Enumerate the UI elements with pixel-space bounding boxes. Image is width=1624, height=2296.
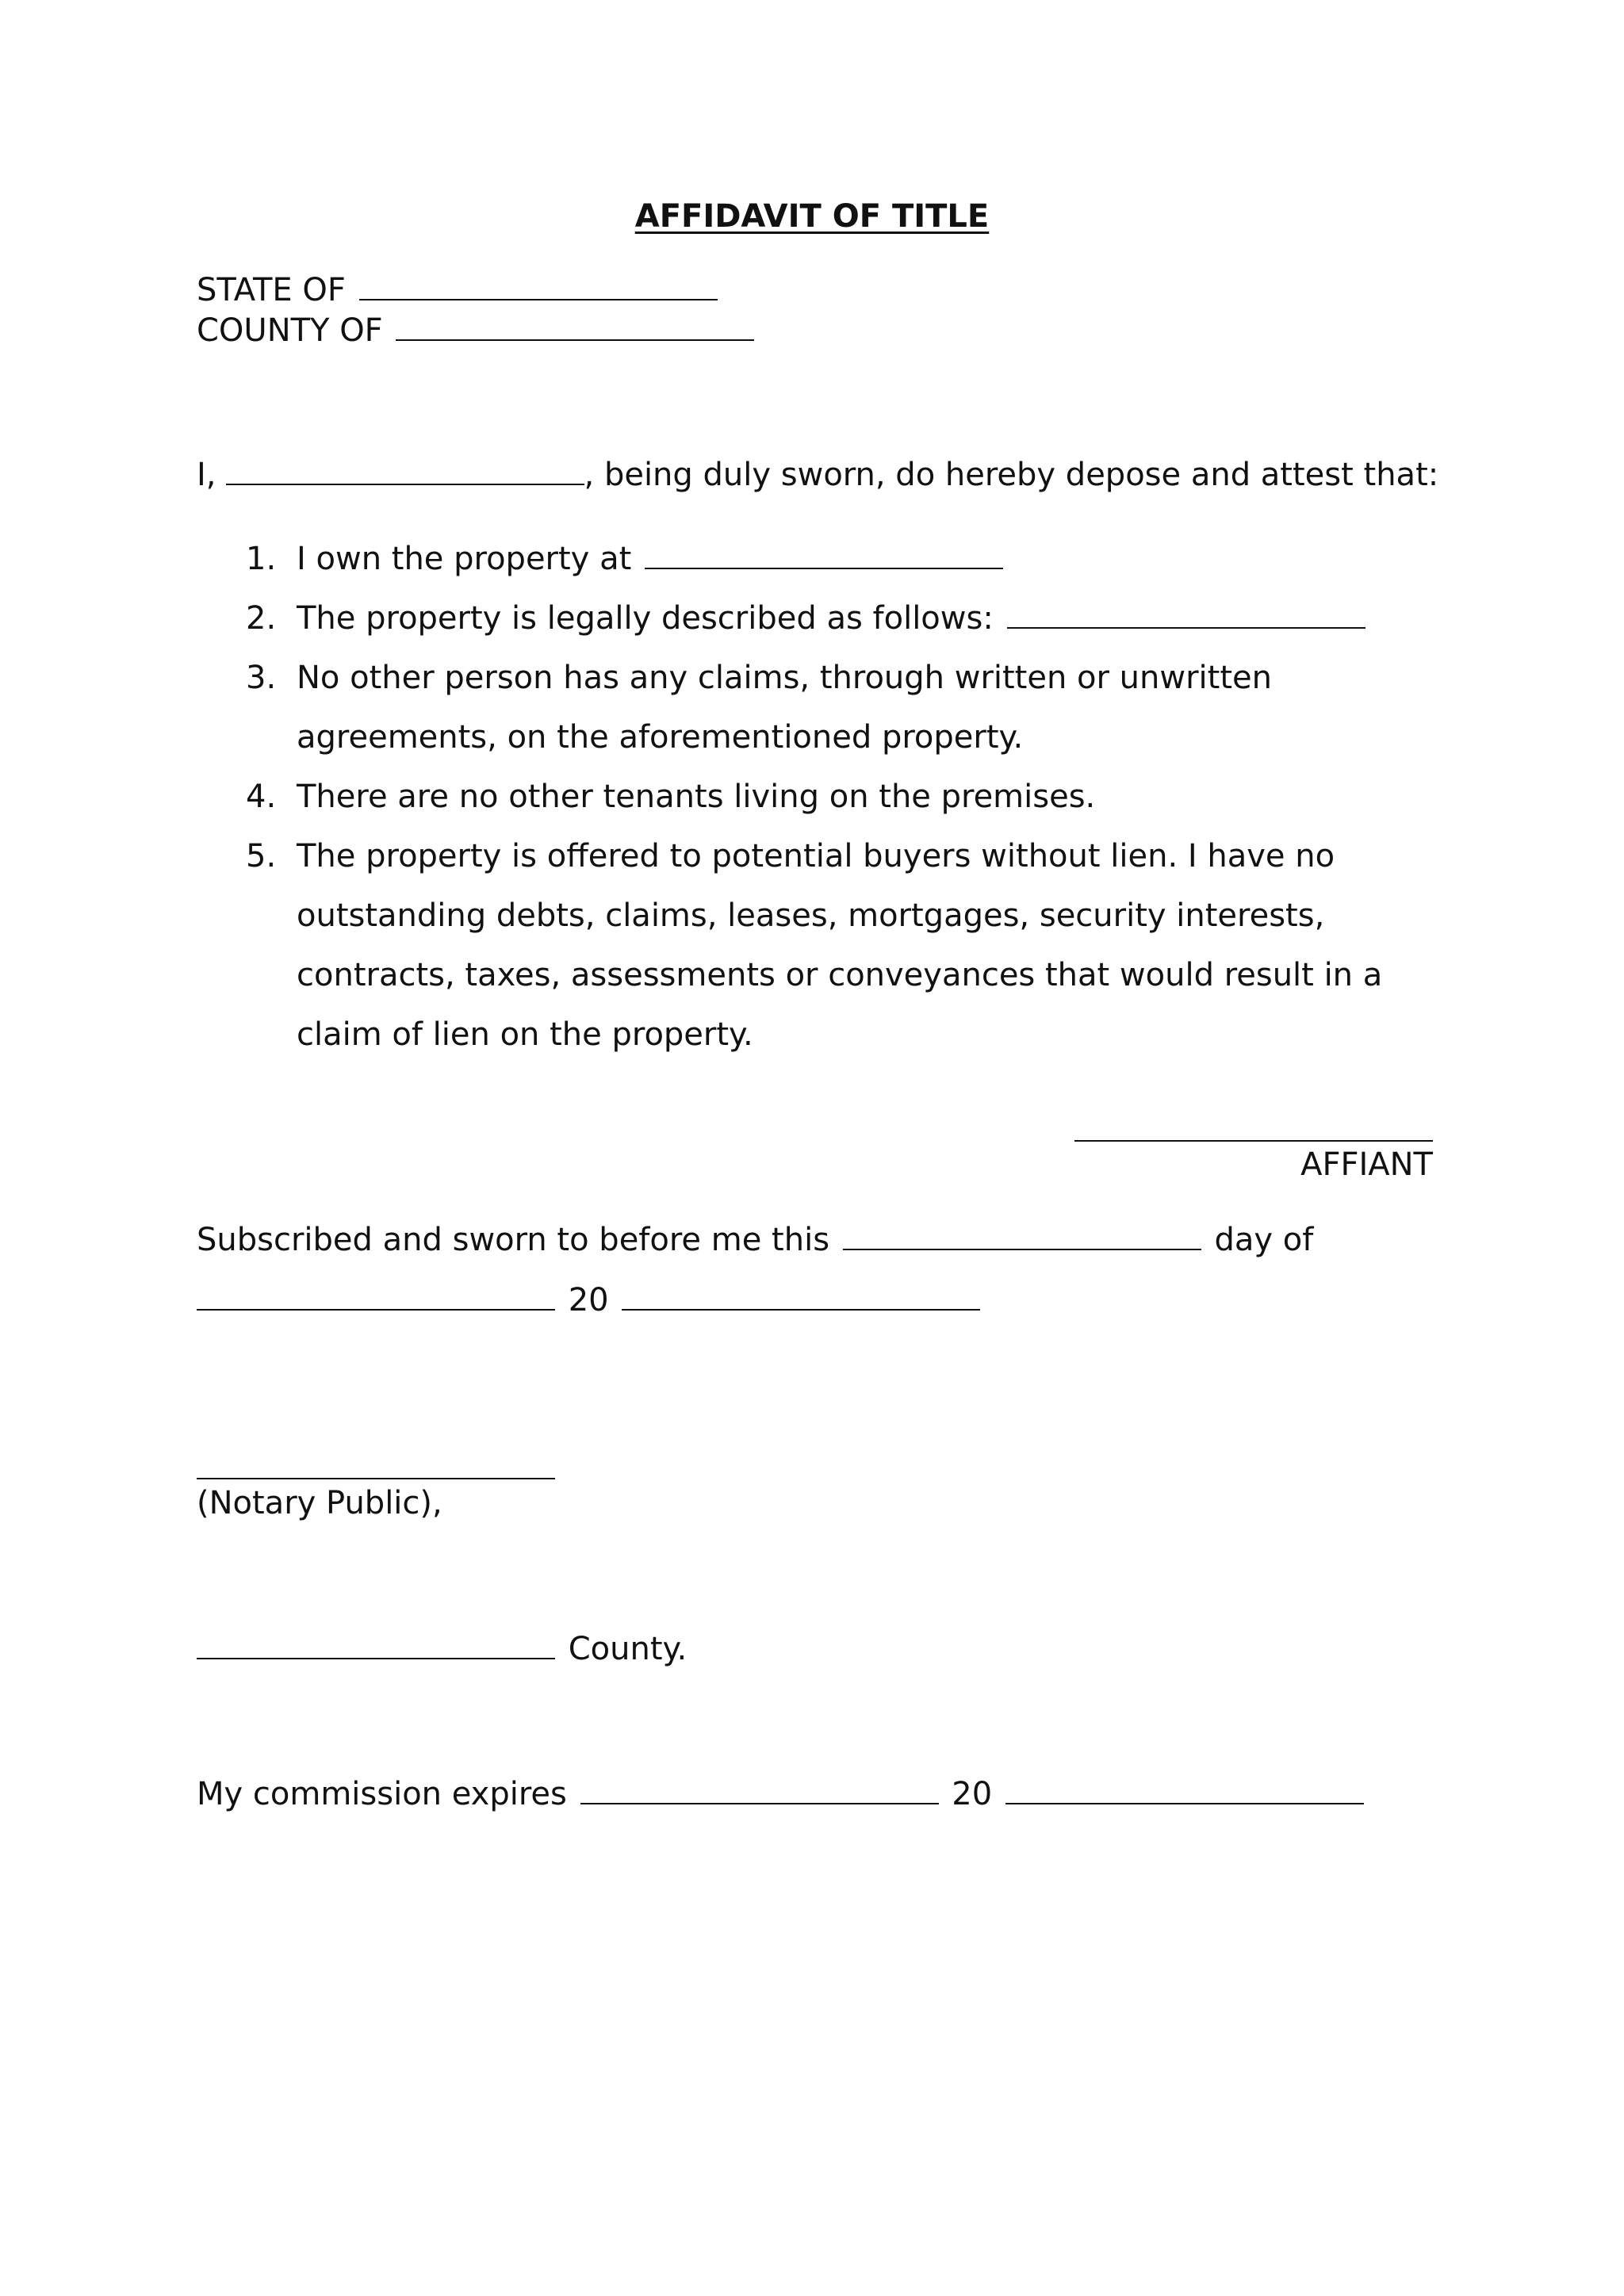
document-title: AFFIDAVIT OF TITLE: [634, 198, 990, 235]
list-text: I own the property at: [297, 541, 632, 577]
list-text: The property is offered to potential buyers without lien. I have no outstanding debts, claims, leases, mortgages, security interests, contracts, taxes, assessments or conveyances that would result in a claim of lien on the property.: [297, 838, 1383, 1053]
subscribed-prefix: Subscribed and sworn to before me this: [197, 1222, 830, 1258]
list-item: [238, 649, 1443, 767]
state-label: STATE OF: [197, 272, 346, 308]
date-line: [197, 1280, 983, 1321]
affiant-signature-line[interactable]: [1074, 1115, 1433, 1142]
list-item: [238, 827, 1443, 1065]
list-text: No other person has any claims, through written or unwritten agreements, on the aforementioned property.: [297, 660, 1272, 756]
year-prefix: 20: [568, 1282, 609, 1318]
list-text: The property is legally described as follows:: [297, 600, 994, 637]
intro-suffix: , being duly sworn, do hereby depose and attest that:: [584, 457, 1439, 493]
county-name-blank[interactable]: [197, 1629, 555, 1659]
commission-line: [197, 1774, 1367, 1815]
year-blank[interactable]: [622, 1280, 980, 1311]
list-item: [238, 767, 1443, 827]
county-name-line: [197, 1628, 687, 1670]
list-number: 4.: [246, 779, 277, 815]
statement-list: [238, 530, 1443, 1065]
state-line: [197, 270, 721, 311]
subscribed-line: [197, 1219, 1313, 1261]
property-address-blank[interactable]: [645, 539, 1003, 569]
commission-year-blank[interactable]: [1005, 1774, 1364, 1804]
list-text: There are no other tenants living on the premises.: [297, 779, 1096, 815]
intro-prefix: I,: [197, 457, 216, 493]
intro-line: [197, 454, 1438, 496]
affiant-name-blank[interactable]: [226, 455, 584, 485]
day-blank[interactable]: [843, 1220, 1201, 1250]
affiant-label: AFFIANT: [1300, 1146, 1433, 1183]
subscribed-suffix: day of: [1214, 1222, 1314, 1258]
county-line: [197, 310, 757, 351]
commission-date-blank[interactable]: [580, 1774, 939, 1804]
list-number: 2.: [246, 600, 277, 637]
county-blank[interactable]: [396, 311, 754, 341]
notary-label: (Notary Public),: [197, 1485, 442, 1521]
commission-year-prefix: 20: [952, 1776, 993, 1812]
state-blank[interactable]: [359, 270, 718, 300]
list-number: 1.: [246, 541, 277, 577]
list-number: 5.: [246, 838, 277, 874]
list-number: 3.: [246, 660, 277, 696]
notary-signature-line[interactable]: [197, 1451, 555, 1479]
county-suffix: County.: [568, 1631, 688, 1667]
list-item: [238, 530, 1443, 589]
county-label: COUNTY OF: [197, 312, 383, 349]
month-blank[interactable]: [197, 1280, 555, 1311]
list-item: [238, 589, 1443, 649]
legal-description-blank[interactable]: [1007, 599, 1365, 629]
commission-prefix: My commission expires: [197, 1776, 567, 1812]
